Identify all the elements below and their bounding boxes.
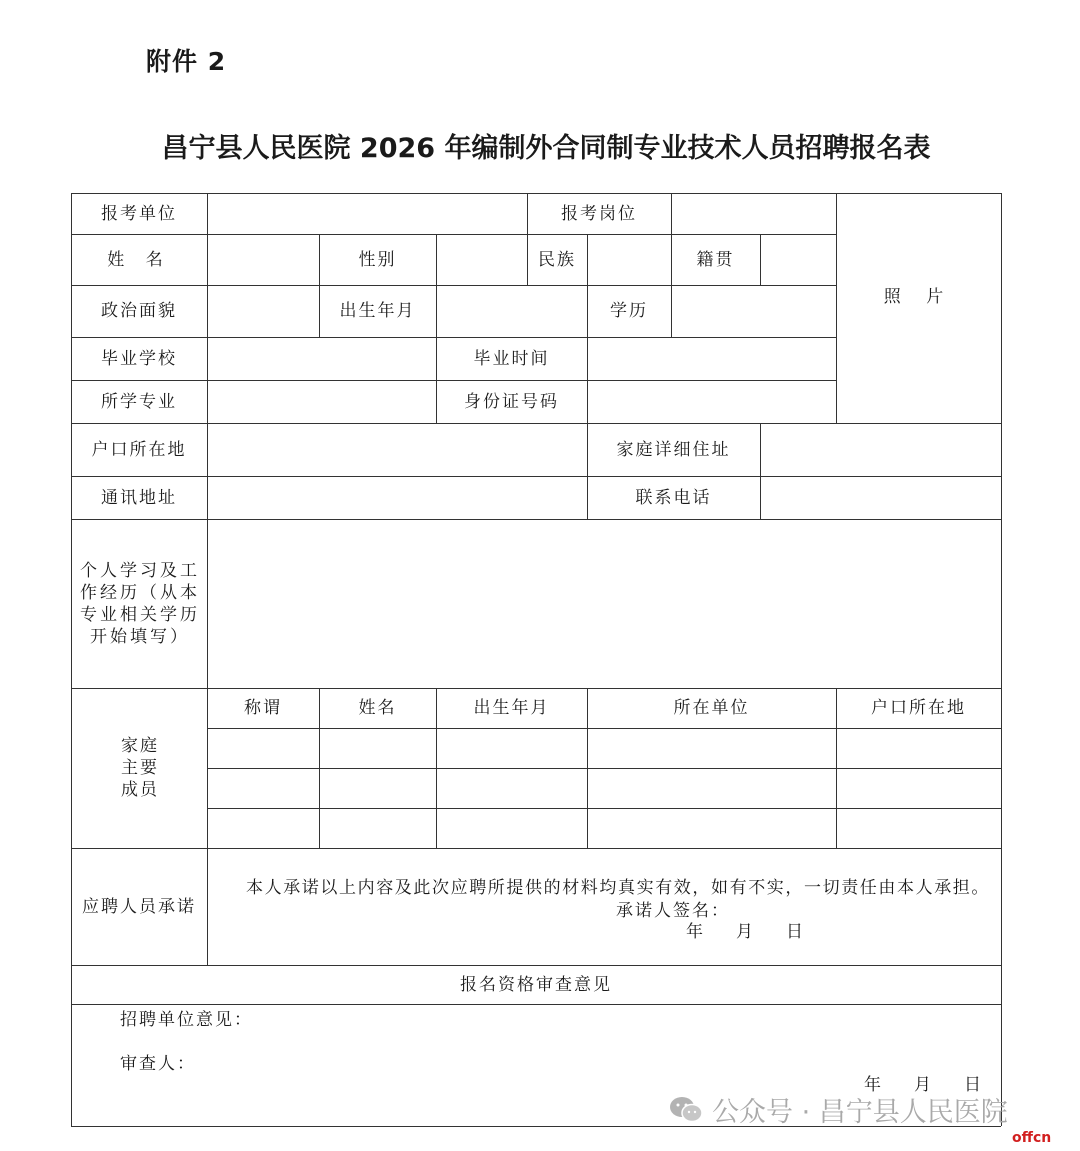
apply-post-field[interactable] bbox=[672, 194, 836, 234]
apply-post-label: 报考岗位 bbox=[561, 203, 637, 224]
ethnicity-field[interactable] bbox=[588, 235, 671, 285]
ethnicity-label: 民族 bbox=[538, 249, 576, 270]
id-number-label: 身份证号码 bbox=[464, 391, 559, 412]
apply-unit-field[interactable] bbox=[208, 194, 527, 234]
birth-month-field[interactable] bbox=[437, 286, 587, 337]
household-location-field[interactable] bbox=[208, 424, 587, 476]
page-title: 昌宁县人民医院 2026 年编制外合同制专业技术人员招聘报名表 bbox=[161, 133, 931, 164]
id-number-field[interactable] bbox=[588, 381, 836, 423]
major-field[interactable] bbox=[208, 381, 436, 423]
birth-month-label: 出生年月 bbox=[339, 301, 416, 321]
family-header-household: 户口所在地 bbox=[871, 698, 966, 718]
phone-label: 联系电话 bbox=[635, 487, 712, 508]
pledge-date: 年 月 日 bbox=[686, 922, 811, 942]
gender-label: 性别 bbox=[358, 249, 397, 270]
family-header-birth-month: 出生年月 bbox=[473, 698, 550, 718]
photo-box[interactable]: 照 片 bbox=[883, 287, 954, 307]
political-status-label: 政治面貌 bbox=[101, 301, 177, 321]
watermark-text: 公众号 · 昌宁县人民医院 bbox=[712, 1097, 1008, 1128]
home-address-field[interactable] bbox=[761, 424, 1001, 476]
native-place-field[interactable] bbox=[761, 235, 836, 285]
wechat-watermark bbox=[668, 1090, 1008, 1129]
pledge-label: 应聘人员承诺 bbox=[82, 896, 196, 917]
family-label: 家庭主要成员 bbox=[121, 736, 159, 800]
major-label: 所学专业 bbox=[101, 391, 177, 412]
apply-unit-label: 报考单位 bbox=[101, 203, 177, 224]
education-label: 学历 bbox=[610, 301, 648, 321]
family-header-relation: 称谓 bbox=[244, 698, 282, 718]
history-label: 个人学习及工作经历（从本专业相关学历开始填写） bbox=[80, 560, 200, 647]
graduate-school-label: 毕业学校 bbox=[101, 348, 177, 369]
graduate-school-field[interactable] bbox=[208, 338, 436, 380]
mailing-address-field[interactable] bbox=[208, 477, 587, 519]
family-header-name: 姓名 bbox=[358, 698, 397, 718]
phone-field[interactable] bbox=[761, 477, 1001, 519]
pledge-text: 本人承诺以上内容及此次应聘所提供的材料均真实有效，如有不实，一切责任由本人承担。 bbox=[246, 878, 990, 898]
name-field[interactable] bbox=[208, 235, 319, 285]
native-place-label: 籍贯 bbox=[696, 249, 735, 270]
family-row-1[interactable] bbox=[208, 729, 1001, 768]
graduation-time-field[interactable] bbox=[588, 338, 836, 380]
political-status-field[interactable] bbox=[208, 286, 319, 337]
history-field[interactable] bbox=[208, 520, 1001, 688]
home-address-label: 家庭详细住址 bbox=[616, 439, 731, 460]
household-location-label: 户口所在地 bbox=[91, 439, 187, 460]
wechat-icon bbox=[668, 1096, 704, 1124]
graduation-time-label: 毕业时间 bbox=[473, 348, 550, 369]
review-header: 报名资格审查意见 bbox=[460, 974, 612, 995]
offcn-logo: offcn bbox=[1012, 1130, 1052, 1146]
family-header-work-unit: 所在单位 bbox=[673, 698, 750, 718]
family-row-2[interactable] bbox=[208, 769, 1001, 808]
attachment-label: 附件 2 bbox=[146, 47, 227, 76]
reviewer-label[interactable]: 审查人： bbox=[120, 1054, 196, 1074]
mailing-address-label: 通讯地址 bbox=[101, 487, 177, 508]
review-unit-opinion[interactable]: 招聘单位意见： bbox=[120, 1010, 253, 1030]
education-field[interactable] bbox=[672, 286, 836, 337]
pledge-signature[interactable]: 承诺人签名： bbox=[616, 901, 730, 921]
review-date: 年 月 日 bbox=[864, 1075, 989, 1095]
gender-field[interactable] bbox=[437, 235, 527, 285]
name-label: 姓 名 bbox=[107, 249, 171, 270]
family-row-3[interactable] bbox=[208, 809, 1001, 848]
